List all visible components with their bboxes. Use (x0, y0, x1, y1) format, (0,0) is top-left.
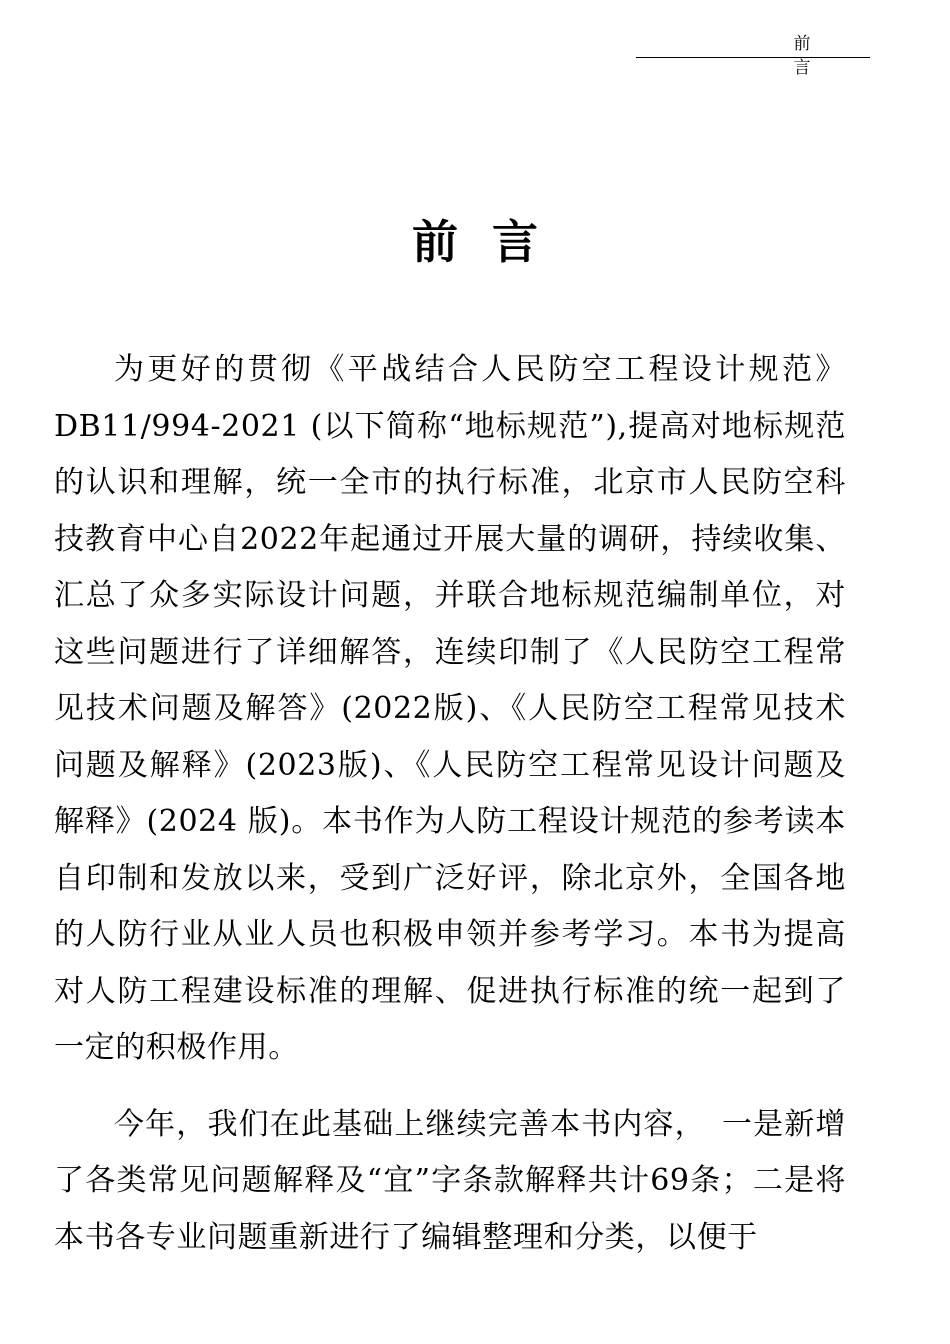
paragraph-2: 今年，我们在此基础上继续完善本书内容， 一是新增了各类常见问题解释及“宜”字条款解释共计69条；二是将本书各专业问题重新进行了编辑整理和分类，以便于 (54, 1106, 846, 1255)
running-header-title: 前言 (793, 34, 811, 78)
page-title: 前言 (412, 215, 572, 269)
running-header (636, 30, 870, 82)
paragraph-1: 为更好的贯彻《平战结合人民防空工程设计规范》DB11/994-2021 (以下简称“地标规范”),提高对地标规范的认识和理解，统一全市的执行标准，北京市人民防空科技教育中心自2022年起通过开展大量的调研，持续收集、汇总了众多实际设计问题，并联合地标规范编制单位，对这些问题进行了详细解答，连续印制了《人民防空工程常见技术问题及解答》(2022版)、《人民防空工程常见技术问题及解释》(2023版)、《人民防空工程常见设计问题及解释》(2024 版)。本书作为人防工程设计规范的参考读本自印制和发放以来，受到广泛好评，除北京外，全国各地的人防行业从业人员也积极申领并参考学习。本书为提高对人防工程建设标准的理解、促进执行标准的统一起到了一定的积极作用。 (54, 352, 846, 1065)
header-rule (636, 57, 870, 58)
body-text (54, 342, 846, 1266)
